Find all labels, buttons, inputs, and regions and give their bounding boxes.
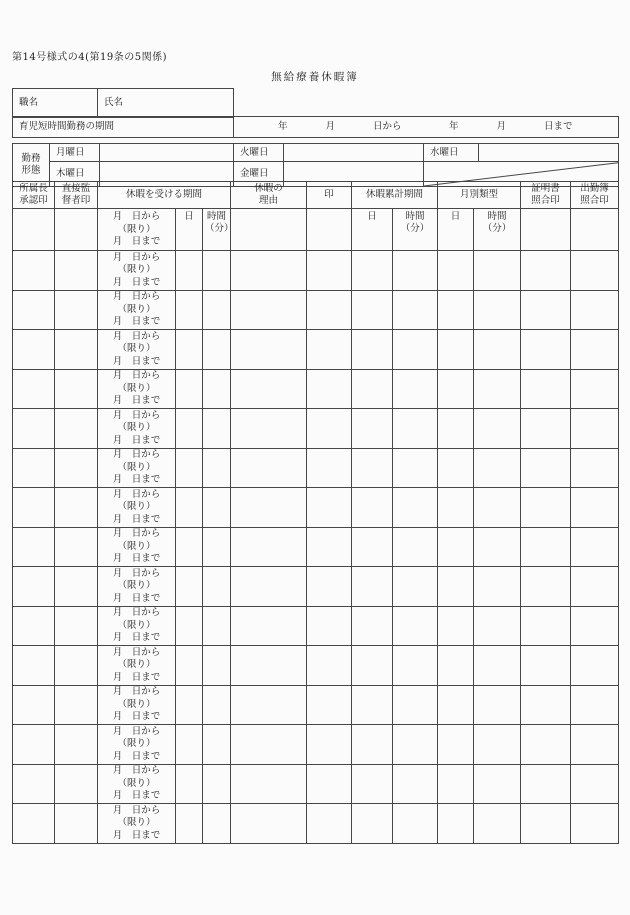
period-cell: 月 日から （限り） 月 日まで	[98, 369, 176, 409]
time-cell	[203, 488, 231, 528]
days-cell	[176, 448, 203, 488]
col-header-supervisor-seal: 直接監 督者印	[55, 182, 98, 209]
leave-row	[13, 290, 619, 330]
monthly-days-cell	[438, 330, 474, 370]
cumulative-time-cell	[393, 725, 438, 765]
certificate-seal-cell	[521, 606, 571, 646]
childcare-period-table	[12, 116, 619, 138]
time-cell	[203, 764, 231, 804]
reason-cell	[231, 567, 307, 607]
childcare-period-row	[13, 117, 619, 138]
supervisor-seal-cell	[55, 290, 98, 330]
col-header-attendance-check-seal: 出勤簿 照合印	[571, 182, 619, 209]
monthly-time-cell	[474, 448, 521, 488]
approval-seal-cell	[13, 369, 55, 409]
cumulative-time-cell	[393, 409, 438, 449]
monthly-time-cell: 時間 （分）	[474, 209, 521, 251]
monthly-days-cell	[438, 369, 474, 409]
seal-cell	[307, 448, 352, 488]
approval-seal-cell	[13, 290, 55, 330]
leave-row	[13, 804, 619, 844]
identity-table	[12, 88, 234, 118]
period-cell: 月 日から （限り） 月 日まで	[98, 488, 176, 528]
reason-cell	[231, 209, 307, 251]
seal-cell	[307, 488, 352, 528]
leave-record-table	[12, 181, 619, 844]
monthly-days-cell	[438, 567, 474, 607]
tuesday-value-cell	[284, 144, 424, 162]
days-cell	[176, 290, 203, 330]
reason-cell	[231, 725, 307, 765]
cumulative-time-cell	[393, 488, 438, 528]
supervisor-seal-cell	[55, 209, 98, 251]
leave-row	[13, 330, 619, 370]
attendance-seal-cell	[571, 685, 619, 725]
certificate-seal-cell	[521, 488, 571, 528]
childcare-period-label: 育児短時間勤務の期間	[13, 117, 234, 138]
monthly-days-cell	[438, 685, 474, 725]
seal-cell	[307, 606, 352, 646]
leave-row	[13, 209, 619, 251]
period-cell: 月 日から （限り） 月 日まで	[98, 646, 176, 686]
certificate-seal-cell	[521, 448, 571, 488]
time-cell	[203, 448, 231, 488]
approval-seal-cell	[13, 606, 55, 646]
period-cell: 月 日から （限り） 月 日まで	[98, 567, 176, 607]
thursday-label: 木曜日	[50, 162, 100, 187]
attendance-seal-cell	[571, 606, 619, 646]
seal-cell	[307, 646, 352, 686]
monthly-days-cell	[438, 725, 474, 765]
reason-cell	[231, 448, 307, 488]
days-cell	[176, 488, 203, 528]
cumulative-time-cell	[393, 804, 438, 844]
attendance-seal-cell	[571, 764, 619, 804]
col-header-monthly-type: 月別類型	[438, 182, 521, 209]
days-cell	[176, 725, 203, 765]
seal-cell	[307, 209, 352, 251]
days-cell	[176, 527, 203, 567]
col-header-leave-reason: 休暇の 理由	[231, 182, 307, 209]
monthly-time-cell	[474, 409, 521, 449]
seal-cell	[307, 290, 352, 330]
reason-cell	[231, 330, 307, 370]
monthly-time-cell	[474, 804, 521, 844]
form-number: 第14号様式の4(第19条の5関係)	[12, 52, 167, 63]
days-cell	[176, 685, 203, 725]
period-cell: 月 日から （限り） 月 日まで	[98, 725, 176, 765]
certificate-seal-cell	[521, 330, 571, 370]
supervisor-seal-cell	[55, 409, 98, 449]
leave-row	[13, 251, 619, 291]
certificate-seal-cell	[521, 646, 571, 686]
leave-row	[13, 646, 619, 686]
seal-cell	[307, 527, 352, 567]
cumulative-time-cell	[393, 606, 438, 646]
days-cell	[176, 369, 203, 409]
col-header-leave-period: 休暇を受ける期間	[98, 182, 231, 209]
attendance-seal-cell	[571, 804, 619, 844]
supervisor-seal-cell	[55, 646, 98, 686]
approval-seal-cell	[13, 685, 55, 725]
days-cell	[176, 804, 203, 844]
monthly-time-cell	[474, 567, 521, 607]
cumulative-days-cell	[352, 488, 393, 528]
monthly-time-cell	[474, 685, 521, 725]
reason-cell	[231, 646, 307, 686]
attendance-seal-cell	[571, 409, 619, 449]
attendance-seal-cell	[571, 448, 619, 488]
time-cell	[203, 725, 231, 765]
monthly-time-cell	[474, 369, 521, 409]
time-cell	[203, 685, 231, 725]
cumulative-time-cell: 時間 （分）	[393, 209, 438, 251]
attendance-seal-cell	[571, 369, 619, 409]
leave-table-body	[13, 209, 619, 844]
leave-row	[13, 369, 619, 409]
monthly-time-cell	[474, 330, 521, 370]
days-cell	[176, 409, 203, 449]
days-cell	[176, 606, 203, 646]
supervisor-seal-cell	[55, 251, 98, 291]
certificate-seal-cell	[521, 685, 571, 725]
wednesday-label: 水曜日	[424, 144, 479, 162]
leave-row	[13, 567, 619, 607]
cumulative-days-cell	[352, 804, 393, 844]
childcare-period-value: 年 月 日から 年 月 日まで	[234, 117, 619, 138]
reason-cell	[231, 764, 307, 804]
attendance-seal-cell	[571, 488, 619, 528]
cumulative-time-cell	[393, 251, 438, 291]
certificate-seal-cell	[521, 804, 571, 844]
monthly-days-cell	[438, 409, 474, 449]
attendance-seal-cell	[571, 251, 619, 291]
leave-row	[13, 685, 619, 725]
supervisor-seal-cell	[55, 448, 98, 488]
work-schedule-label: 勤務 形態	[13, 144, 50, 187]
time-cell	[203, 369, 231, 409]
time-cell: 時間 （分）	[203, 209, 231, 251]
reason-cell	[231, 804, 307, 844]
period-cell: 月 日から （限り） 月 日まで	[98, 330, 176, 370]
name-cell: 氏名	[98, 89, 234, 118]
approval-seal-cell	[13, 567, 55, 607]
cumulative-days-cell	[352, 725, 393, 765]
reason-cell	[231, 290, 307, 330]
monthly-days-cell	[438, 606, 474, 646]
monthly-time-cell	[474, 488, 521, 528]
period-cell: 月 日から （限り） 月 日まで	[98, 804, 176, 844]
certificate-seal-cell	[521, 764, 571, 804]
leave-table-header-row	[13, 182, 619, 209]
certificate-seal-cell	[521, 369, 571, 409]
time-cell	[203, 804, 231, 844]
supervisor-seal-cell	[55, 567, 98, 607]
col-header-seal: 印	[307, 182, 352, 209]
leave-row	[13, 606, 619, 646]
leave-row	[13, 764, 619, 804]
period-cell: 月 日から （限り） 月 日まで	[98, 527, 176, 567]
days-cell	[176, 646, 203, 686]
cumulative-time-cell	[393, 369, 438, 409]
monthly-days-cell	[438, 764, 474, 804]
leave-row	[13, 488, 619, 528]
col-header-approval-seal: 所属長 承認印	[13, 182, 55, 209]
time-cell	[203, 646, 231, 686]
attendance-seal-cell	[571, 725, 619, 765]
approval-seal-cell	[13, 646, 55, 686]
certificate-seal-cell	[521, 209, 571, 251]
monthly-days-cell: 日	[438, 209, 474, 251]
cumulative-days-cell	[352, 251, 393, 291]
monthly-days-cell	[438, 251, 474, 291]
cumulative-time-cell	[393, 290, 438, 330]
identity-row	[13, 89, 234, 118]
certificate-seal-cell	[521, 290, 571, 330]
monthly-time-cell	[474, 764, 521, 804]
col-header-cumulative-period: 休暇累計期間	[352, 182, 438, 209]
seal-cell	[307, 251, 352, 291]
leave-row	[13, 725, 619, 765]
cumulative-time-cell	[393, 764, 438, 804]
days-cell	[176, 764, 203, 804]
time-cell	[203, 527, 231, 567]
time-cell	[203, 409, 231, 449]
col-header-certificate-check-seal: 証明書 照合印	[521, 182, 571, 209]
cumulative-time-cell	[393, 646, 438, 686]
approval-seal-cell	[13, 448, 55, 488]
supervisor-seal-cell	[55, 527, 98, 567]
monthly-time-cell	[474, 725, 521, 765]
supervisor-seal-cell	[55, 764, 98, 804]
reason-cell	[231, 527, 307, 567]
monday-label: 月曜日	[50, 144, 100, 162]
cumulative-time-cell	[393, 448, 438, 488]
monthly-time-cell	[474, 606, 521, 646]
approval-seal-cell	[13, 725, 55, 765]
monthly-time-cell	[474, 527, 521, 567]
work-schedule-row-1	[13, 144, 619, 162]
seal-cell	[307, 567, 352, 607]
seal-cell	[307, 804, 352, 844]
leave-row	[13, 527, 619, 567]
days-cell	[176, 251, 203, 291]
certificate-seal-cell	[521, 251, 571, 291]
supervisor-seal-cell	[55, 685, 98, 725]
cumulative-days-cell	[352, 606, 393, 646]
approval-seal-cell	[13, 209, 55, 251]
supervisor-seal-cell	[55, 488, 98, 528]
cumulative-time-cell	[393, 685, 438, 725]
reason-cell	[231, 606, 307, 646]
approval-seal-cell	[13, 251, 55, 291]
period-cell: 月 日から （限り） 月 日まで	[98, 685, 176, 725]
cumulative-days-cell	[352, 527, 393, 567]
monthly-time-cell	[474, 646, 521, 686]
cumulative-days-cell: 日	[352, 209, 393, 251]
days-cell	[176, 330, 203, 370]
reason-cell	[231, 409, 307, 449]
seal-cell	[307, 685, 352, 725]
reason-cell	[231, 685, 307, 725]
monthly-days-cell	[438, 804, 474, 844]
certificate-seal-cell	[521, 527, 571, 567]
attendance-seal-cell	[571, 646, 619, 686]
cumulative-days-cell	[352, 409, 393, 449]
cumulative-days-cell	[352, 369, 393, 409]
time-cell	[203, 567, 231, 607]
period-cell: 月 日から （限り） 月 日まで	[98, 409, 176, 449]
cumulative-time-cell	[393, 527, 438, 567]
time-cell	[203, 606, 231, 646]
job-title-cell: 職名	[13, 89, 98, 118]
monthly-days-cell	[438, 527, 474, 567]
seal-cell	[307, 330, 352, 370]
cumulative-days-cell	[352, 646, 393, 686]
friday-label: 金曜日	[234, 162, 284, 187]
supervisor-seal-cell	[55, 725, 98, 765]
supervisor-seal-cell	[55, 369, 98, 409]
monthly-time-cell	[474, 251, 521, 291]
reason-cell	[231, 488, 307, 528]
supervisor-seal-cell	[55, 330, 98, 370]
cumulative-time-cell	[393, 567, 438, 607]
cumulative-time-cell	[393, 330, 438, 370]
monthly-days-cell	[438, 646, 474, 686]
days-cell: 日	[176, 209, 203, 251]
cumulative-days-cell	[352, 764, 393, 804]
monthly-days-cell	[438, 448, 474, 488]
time-cell	[203, 330, 231, 370]
leave-row	[13, 448, 619, 488]
reason-cell	[231, 369, 307, 409]
seal-cell	[307, 725, 352, 765]
tuesday-label: 火曜日	[234, 144, 284, 162]
period-cell: 月 日から （限り） 月 日まで	[98, 764, 176, 804]
days-cell	[176, 567, 203, 607]
certificate-seal-cell	[521, 567, 571, 607]
attendance-seal-cell	[571, 290, 619, 330]
monthly-days-cell	[438, 488, 474, 528]
supervisor-seal-cell	[55, 606, 98, 646]
approval-seal-cell	[13, 804, 55, 844]
attendance-seal-cell	[571, 527, 619, 567]
cumulative-days-cell	[352, 685, 393, 725]
approval-seal-cell	[13, 409, 55, 449]
monthly-time-cell	[474, 290, 521, 330]
cumulative-days-cell	[352, 290, 393, 330]
attendance-seal-cell	[571, 330, 619, 370]
period-cell: 月 日から （限り） 月 日まで	[98, 209, 176, 251]
attendance-seal-cell	[571, 567, 619, 607]
attendance-seal-cell	[571, 209, 619, 251]
leave-row	[13, 409, 619, 449]
approval-seal-cell	[13, 764, 55, 804]
form-title: 無給療養休暇簿	[271, 71, 359, 83]
wednesday-value-cell	[479, 144, 619, 162]
reason-cell	[231, 251, 307, 291]
approval-seal-cell	[13, 527, 55, 567]
certificate-seal-cell	[521, 409, 571, 449]
period-cell: 月 日から （限り） 月 日まで	[98, 290, 176, 330]
time-cell	[203, 251, 231, 291]
monthly-days-cell	[438, 290, 474, 330]
cumulative-days-cell	[352, 448, 393, 488]
approval-seal-cell	[13, 488, 55, 528]
seal-cell	[307, 409, 352, 449]
period-cell: 月 日から （限り） 月 日まで	[98, 448, 176, 488]
certificate-seal-cell	[521, 725, 571, 765]
time-cell	[203, 290, 231, 330]
supervisor-seal-cell	[55, 804, 98, 844]
period-cell: 月 日から （限り） 月 日まで	[98, 606, 176, 646]
seal-cell	[307, 764, 352, 804]
cumulative-days-cell	[352, 567, 393, 607]
period-cell: 月 日から （限り） 月 日まで	[98, 251, 176, 291]
cumulative-days-cell	[352, 330, 393, 370]
approval-seal-cell	[13, 330, 55, 370]
monday-value-cell	[100, 144, 234, 162]
seal-cell	[307, 369, 352, 409]
